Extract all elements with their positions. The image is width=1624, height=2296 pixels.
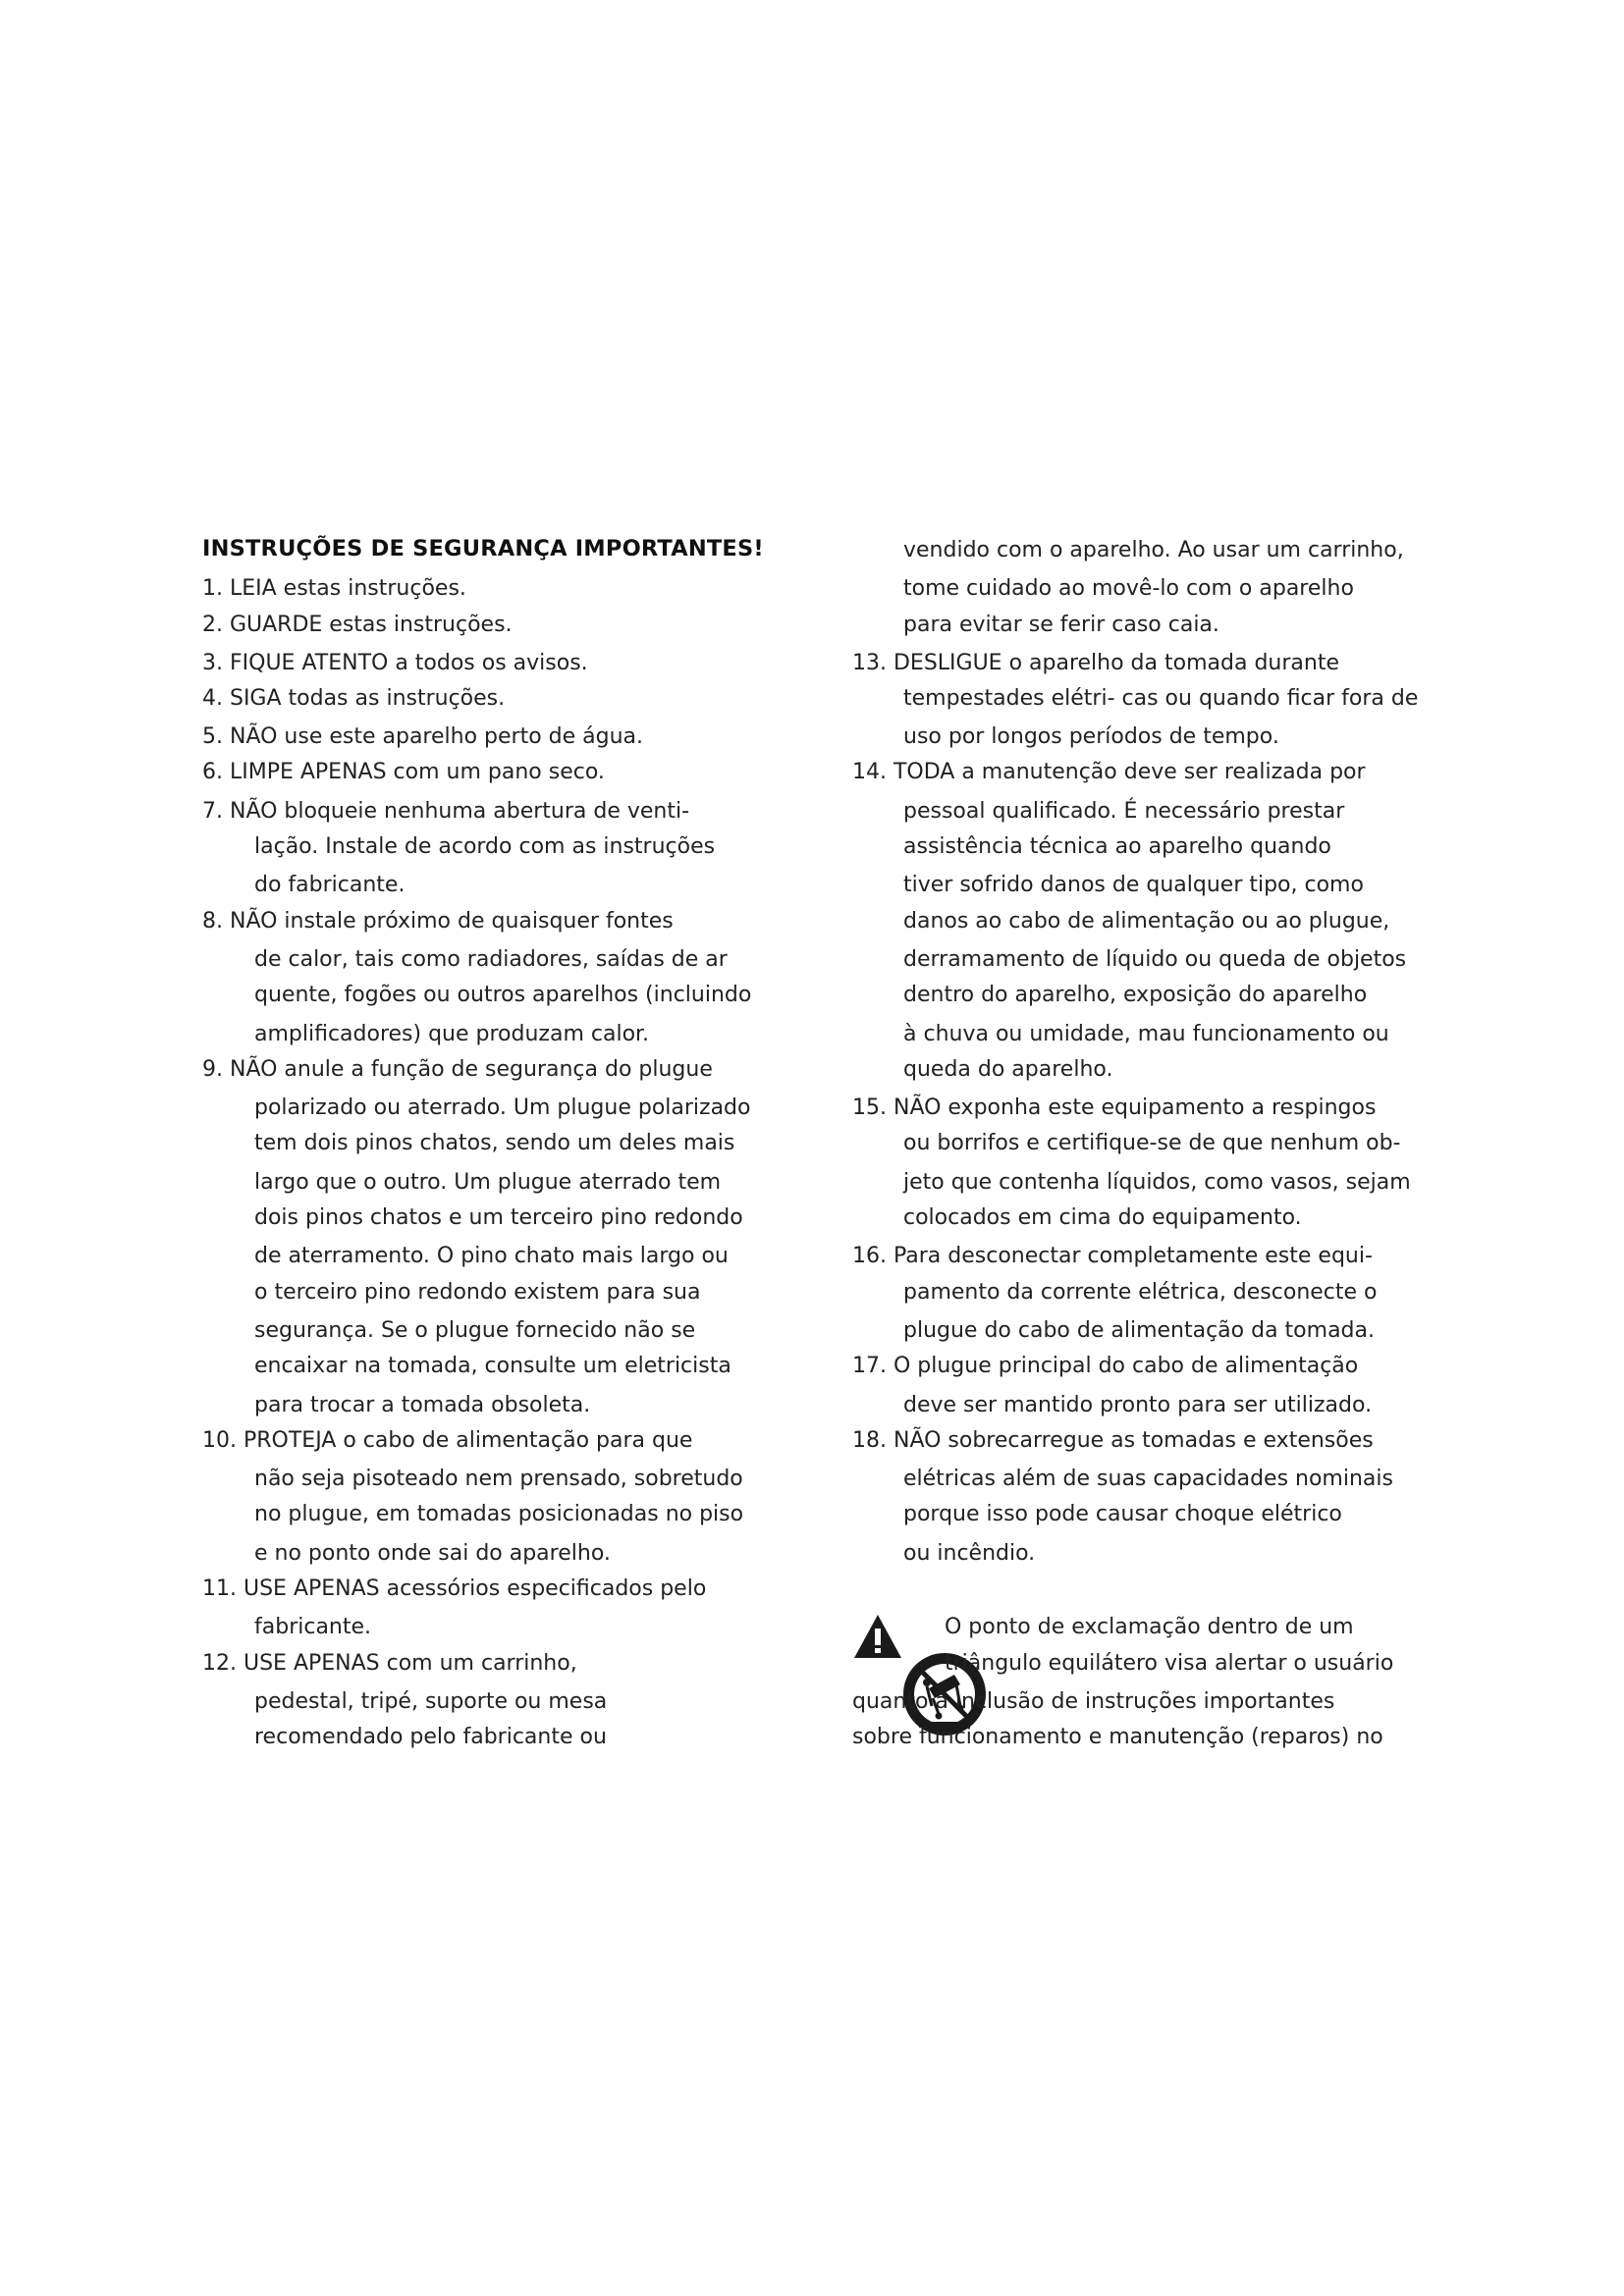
list-item-continuation: tiver sofrido danos de qualquer tipo, como: [903, 873, 1364, 897]
list-item: 8. NÃO instale próximo de quaisquer fontes: [202, 909, 674, 934]
list-item-continuation: danos ao cabo de alimentação ou ao plugue,: [903, 909, 1390, 934]
list-item-continuation: fabricante.: [254, 1615, 372, 1639]
list-item-continuation: para evitar se ferir caso caia.: [903, 613, 1219, 637]
list-item: 3. FIQUE ATENTO a todos os avisos.: [202, 651, 588, 675]
list-item-continuation: o terceiro pino redondo existem para sua: [254, 1280, 701, 1305]
list-item-continuation: pamento da corrente elétrica, desconecte o: [903, 1280, 1378, 1305]
list-item: 12. USE APENAS com um carrinho,: [202, 1651, 577, 1676]
list-item-continuation: assistência técnica ao aparelho quando: [903, 834, 1331, 859]
list-item-continuation: tem dois pinos chatos, sendo um deles mais: [254, 1131, 735, 1155]
list-item-continuation: encaixar na tomada, consulte um eletricista: [254, 1354, 731, 1378]
list-item-continuation: jeto que contenha líquidos, como vasos, sejam: [903, 1170, 1411, 1195]
warning-note-line: quanto à inclusão de instruções importantes: [852, 1689, 1335, 1714]
list-item-continuation: para trocar a tomada obsoleta.: [254, 1393, 591, 1417]
warning-note-line: sobre funcionamento e manutenção (reparos) no: [852, 1725, 1383, 1749]
list-item-continuation: deve ser mantido pronto para ser utilizado.: [903, 1393, 1373, 1417]
list-item-continuation: pedestal, tripé, suporte ou mesa: [254, 1689, 608, 1714]
list-item-continuation: colocados em cima do equipamento.: [903, 1205, 1302, 1230]
list-item: 7. NÃO bloqueie nenhuma abertura de venti-: [202, 799, 690, 824]
list-item-continuation: plugue do cabo de alimentação da tomada.: [903, 1318, 1375, 1343]
list-item-continuation: ou borrifos e certifique-se de que nenhum ob-: [903, 1131, 1401, 1155]
list-item-continuation: e no ponto onde sai do aparelho.: [254, 1541, 611, 1566]
list-item-continuation: polarizado ou aterrado. Um plugue polarizado: [254, 1095, 751, 1120]
list-item-continuation: de calor, tais como radiadores, saídas de ar: [254, 947, 728, 972]
list-item: 17. O plugue principal do cabo de alimentação: [852, 1354, 1359, 1378]
list-item-continuation: dentro do aparelho, exposição do aparelho: [903, 983, 1368, 1007]
list-item-continuation: recomendado pelo fabricante ou: [254, 1725, 607, 1749]
list-item-continuation: porque isso pode causar choque elétrico: [903, 1502, 1342, 1526]
warning-note-line: O ponto de exclamação dentro de um: [945, 1615, 1354, 1639]
list-item-continuation: dois pinos chatos e um terceiro pino redondo: [254, 1205, 743, 1230]
list-item-continuation: quente, fogões ou outros aparelhos (incluindo: [254, 983, 752, 1007]
list-item: 5. NÃO use este aparelho perto de água.: [202, 724, 644, 749]
list-item-continuation: derramamento de líquido ou queda de objetos: [903, 947, 1407, 972]
list-item-continuation: ou incêndio.: [903, 1541, 1036, 1566]
list-item: 18. NÃO sobrecarregue as tomadas e extensões: [852, 1428, 1374, 1453]
list-item-continuation: tempestades elétri- cas ou quando ficar fora de: [903, 686, 1419, 711]
list-item-continuation: elétricas além de suas capacidades nominais: [903, 1467, 1393, 1491]
list-item: 6. LIMPE APENAS com um pano seco.: [202, 760, 605, 784]
list-item-continuation: no plugue, em tomadas posicionadas no piso: [254, 1502, 744, 1526]
list-item-continuation: vendido com o aparelho. Ao usar um carrinho,: [903, 538, 1404, 562]
list-item-continuation: uso por longos períodos de tempo.: [903, 724, 1279, 749]
list-item: 13. DESLIGUE o aparelho da tomada durante: [852, 651, 1339, 675]
list-item: 10. PROTEJA o cabo de alimentação para que: [202, 1428, 693, 1453]
list-item: 4. SIGA todas as instruções.: [202, 686, 506, 711]
list-item-continuation: à chuva ou umidade, mau funcionamento ou: [903, 1022, 1389, 1046]
list-item: 1. LEIA estas instruções.: [202, 576, 466, 601]
list-item-continuation: tome cuidado ao movê-lo com o aparelho: [903, 576, 1354, 601]
list-item-continuation: pessoal qualificado. É necessário prestar: [903, 799, 1345, 824]
warning-note-line: triângulo equilátero visa alertar o usuário: [945, 1651, 1394, 1676]
list-item-continuation: não seja pisoteado nem prensado, sobretudo: [254, 1467, 743, 1491]
list-item-continuation: do fabricante.: [254, 873, 406, 897]
list-item-continuation: lação. Instale de acordo com as instruções: [254, 834, 716, 859]
list-item: 2. GUARDE estas instruções.: [202, 613, 513, 637]
list-item: 9. NÃO anule a função de segurança do plugue: [202, 1057, 713, 1082]
list-item-continuation: amplificadores) que produzam calor.: [254, 1022, 650, 1046]
list-item-continuation: segurança. Se o plugue fornecido não se: [254, 1318, 696, 1343]
list-item-continuation: largo que o outro. Um plugue aterrado tem: [254, 1170, 722, 1195]
list-item: 16. Para desconectar completamente este equi-: [852, 1244, 1373, 1268]
exclamation-triangle-icon: [852, 1613, 903, 1660]
list-item: 15. NÃO exponha este equipamento a respingos: [852, 1095, 1377, 1120]
list-item: 11. USE APENAS acessórios especificados pelo: [202, 1576, 707, 1601]
page-title: INSTRUÇÕES DE SEGURANÇA IMPORTANTES!: [202, 536, 764, 561]
list-item-continuation: de aterramento. O pino chato mais largo ou: [254, 1244, 729, 1268]
list-item: 14. TODA a manutenção deve ser realizada por: [852, 760, 1366, 784]
list-item-continuation: queda do aparelho.: [903, 1057, 1113, 1082]
